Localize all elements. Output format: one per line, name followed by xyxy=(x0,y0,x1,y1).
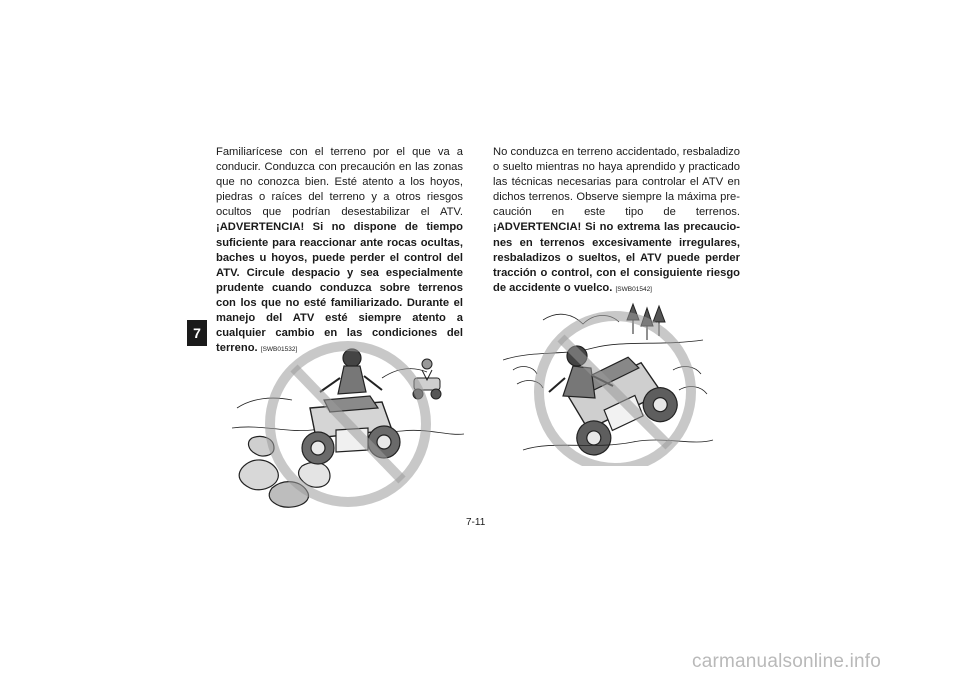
right-text-column xyxy=(493,145,740,297)
atv-rocky-terrain-illustration xyxy=(232,338,464,510)
left-warning-text: ¡ADVERTENCIA! Si no dispone de tiempo suficiente para reaccionar ante rocas ocultas, baches u hoyos, puede perder el control del ATV. Circule despacio y sea especialmente prudente cuando conduzca sobre terrenos con los que no esté familiarizado. Durante el manejo del ATV esté siempre atento a cualquier cambio en las condiciones del terreno. xyxy=(216,221,463,355)
left-text-column xyxy=(216,145,463,357)
right-intro-text: No conduzca en terreno accidentado, resbaladizo o suelto mientras no haya aprendido y practicado las técnicas necesarias para controlar el ATV en dichos terrenos. Observe siempre la máxima precaución en este tipo de terrenos. xyxy=(493,146,740,219)
page-number: 7-11 xyxy=(466,517,486,528)
watermark-text[interactable]: carmanualsonline.info xyxy=(692,651,882,672)
atv-slippery-terrain-illustration xyxy=(503,300,723,466)
chapter-tab: 7 xyxy=(187,320,207,346)
right-warning-code: [SWB01542] xyxy=(615,285,652,293)
right-warning-text: ¡ADVERTENCIA! Si no extrema las precauciones en terrenos excesivamente irregulares, resbaladizos o sueltos, el ATV puede perder tracción o control, con el consiguiente riesgo de accidente o vuelco. xyxy=(493,221,740,294)
left-intro-text: Familiarícese con el terreno por el que va a conducir. Conduzca con precaución en las zonas que no conozca bien. Esté atento a los hoyos, piedras o raíces del terreno y a otros riesgos ocultos que podrían desestabilizar el ATV. xyxy=(216,146,463,219)
left-warning-code: [SWB01532] xyxy=(260,346,298,354)
